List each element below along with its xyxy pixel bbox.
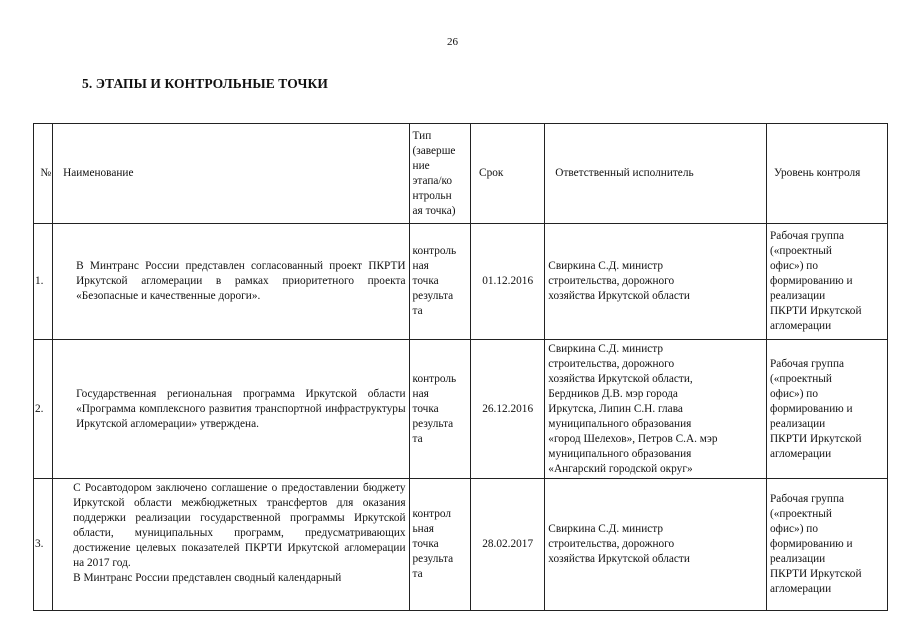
row-control: Рабочая группа («проектный офис») по формированию и реализации ПКРТИ Иркутской агломерации [767,340,888,479]
row-name-text: С Росавтодором заключено соглашение о предоставлении бюджету Иркутской области межбюджетных трансфертов для оказания поддержки реализации государственной программы Иркутской области, муниципальных программ, предусматривающих достижение целевых показателей ПКРТИ Иркутской агломерации на 2017 год. [73,482,406,569]
table-header-row [34,124,888,224]
row-type: контроль ная точка результа та [409,340,471,479]
header-type: Тип (заверше ние этапа/ко нтрольн ая точка) [409,124,471,224]
section-title: 5. ЭТАПЫ И КОНТРОЛЬНЫЕ ТОЧКИ [82,76,328,91]
row-responsible: Свиркина С.Д. министр строительства, дорожного хозяйства Иркутской области [545,479,767,611]
table-row [34,479,888,611]
row-name [53,479,409,611]
row-type: контроль ная точка результа та [409,224,471,340]
table-row [34,340,888,479]
header-date: Срок [471,124,545,224]
page-number: 26 [447,36,458,48]
row-responsible: Свиркина С.Д. министр строительства, дорожного хозяйства Иркутской области, Бердников Д.В. мэр города Иркутска, Липин С.Н. глава муниципального образования «город Шелехов», Петров С.А. мэр муниципального образования «Ангарский городской округ» [545,340,767,479]
row-date: 28.02.2017 [471,479,545,611]
row-control: Рабочая группа («проектный офис») по формированию и реализации ПКРТИ Иркутской агломерации [767,479,888,611]
row-responsible: Свиркина С.Д. министр строительства, дорожного хозяйства Иркутской области [545,224,767,340]
table-row [34,224,888,340]
row-name: В Минтранс России представлен согласованный проект ПКРТИ Иркутской агломерации в рамках приоритетного проекта «Безопасные и качественные дороги». [53,224,409,340]
row-date: 26.12.2016 [471,340,545,479]
row-type: контрол ьная точка результа та [409,479,471,611]
header-control: Уровень контроля [767,124,888,224]
row-num: 3. [34,479,53,611]
header-num: № [34,124,53,224]
row-num: 1. [34,224,53,340]
header-name: Наименование [53,124,409,224]
row-name: Государственная региональная программа Иркутской области «Программа комплексного развития транспортной инфраструктуры Иркутской агломерации» утверждена. [53,340,409,479]
milestones-table [33,123,888,611]
row-num: 2. [34,340,53,479]
header-responsible: Ответственный исполнитель [545,124,767,224]
row-name-continued: В Минтранс России представлен сводный календарный [73,572,342,584]
row-control: Рабочая группа («проектный офис») по формированию и реализации ПКРТИ Иркутской агломерации [767,224,888,340]
row-date: 01.12.2016 [471,224,545,340]
